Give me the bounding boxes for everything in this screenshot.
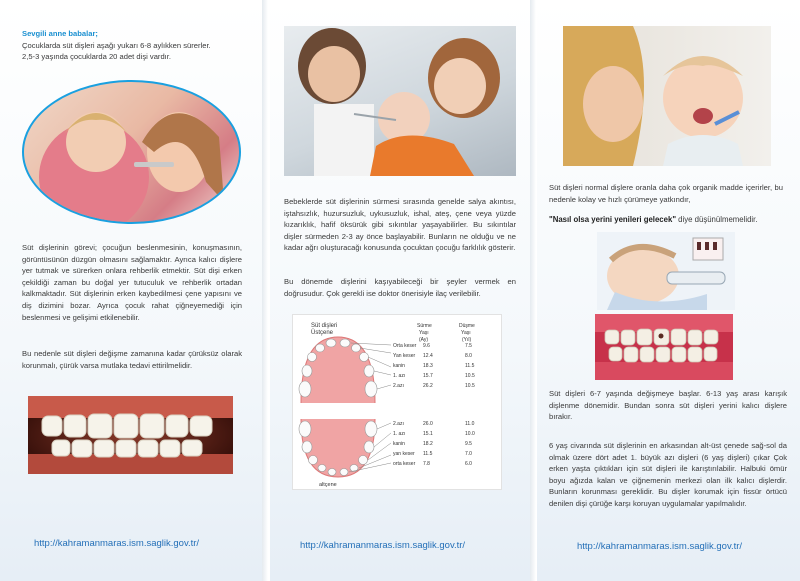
baby-brushing-teeth-photo [563,26,771,166]
upper-row-erupt-2: 18.3 [423,363,433,369]
teething-relief-paragraph: Bu dönemde dişlerini kaşıyabileceği bir şeyler vermek en doğrusudur. Çok gerekli ise doktor önerisiyle ilaç verilebilir. [284,277,516,298]
upper-row-erupt-0: 9.6 [423,343,430,349]
mixed-dentition-paragraph: Süt dişleri 6-7 yaşında değişmeye başlar. 6-13 yaş arası karışık dişlenme dönemidir. Bundan sonra süt dişleri yerini kalıcı dişlere bırakır. [549,389,787,422]
col-head-erupt-1: Sürme [417,323,432,329]
diagram-label-lower-jaw: altçene [319,482,337,488]
warning-quote [549,214,789,226]
milk-teeth-closeup-photo [28,396,233,474]
intro-text [22,28,237,63]
warning-quote-suffix: diye düşünülmemelidir. [676,215,758,224]
upper-row-shed-0: 7.5 [465,343,472,349]
diagram-label-upper-jaw: Üstçene [311,330,334,336]
baby-bottle-illustration [597,232,735,310]
lower-row-name-3: yan keser [393,451,415,457]
website-link-middle[interactable]: http://kahramanmaras.ism.saglik.gov.tr/ [300,540,466,551]
lower-row-erupt-0: 26.0 [423,421,433,427]
lower-row-erupt-3: 11.5 [423,451,433,457]
organic-matter-paragraph: Süt dişleri normal dişlere oranla daha çok organik madde içerirler, bu nedenle kolay ve hızlı çürümeye yatkındır, [549,183,783,204]
mother-feeding-child-photo [22,80,241,224]
website-link-right[interactable]: http://kahramanmaras.ism.saglik.gov.tr/ [577,541,743,552]
teething-symptoms-paragraph: Bebeklerde süt dişlerinin sürmesi sırasında genelde salya akıntısı, iştahsızlık, huzursuzluk, uykusuzluk, ishal, ateş, çene veya yüzde kızarıklık, hafif öksürük gibi sıkıntılar yaşayabilirler. Bu sıkıntılar dişler sürmeden 2-3 ay önce başlayabilir. Bunların ne olduğu ve ne kadar ağrı oluşturacağı konusunda çocuktan çocuğu farklılık gösterir. [284,197,516,253]
upper-row-name-4: 2.azı [393,383,404,389]
diagram-label-teeth: Süt dişleri [311,323,338,329]
intro-line-1: Çocuklarda süt dişleri aşağı yukarı 6-8 aylıkken sürerler. [22,40,211,50]
col-head-shed-2: Yaşı [461,330,471,336]
fold-divider-1 [262,0,268,581]
panel-middle [270,0,530,581]
intro-line-2: 2,5-3 yaşında çocuklarda 20 adet dişi vardır. [22,52,172,62]
col-head-erupt-2: Yaşı [419,330,429,336]
col-head-erupt-3: (Ay) [419,337,429,343]
lower-row-shed-4: 6.0 [465,461,472,467]
col-head-shed-1: Düşme [459,323,475,329]
lower-tooth-table [393,421,475,467]
upper-row-shed-4: 10.5 [465,383,475,389]
lower-row-shed-3: 7.0 [465,451,472,457]
lower-row-shed-1: 10.0 [465,431,475,437]
fold-divider-2 [530,0,536,581]
lower-row-shed-2: 9.5 [465,441,472,447]
upper-row-erupt-3: 15.7 [423,373,433,379]
protect-teeth-paragraph: Bu nedenle süt dişleri değişme zamanına kadar çürüksüz olarak korunmalı, çürük varsa mutlaka tedavi ettirilmelidir. [22,349,242,370]
upper-row-shed-3: 10.5 [465,373,475,379]
lower-row-name-1: 1. azı [393,431,406,437]
website-link-left[interactable]: http://kahramanmaras.ism.saglik.gov.tr/ [34,538,200,549]
six-year-molars-paragraph: 6 yaş civarında süt dişlerinin en arkasından alt-üst çenede sağ-sol da olmak üzere dört adet 1. büyük azı dişleri (6 yaş dişleri) çıkar Çok erken yaşta çıktıkları için süt dişleri ile karıştırılabilir. Halbuki ömür boyu ağızda kalan ve çiğnemenin merkezi olan ilk kalıcı dişlerdir. Bunların korunması gereklidir. Bu dişler korumak için fissür örtücü denilen dişi çürüğe karşı koruyan uygulamalar yapılmalıdır. [549,441,787,508]
upper-row-erupt-4: 26.2 [423,383,433,389]
panel-left [0,0,262,581]
greeting-heading: Sevgili anne babalar; [22,29,98,38]
dentist-examining-baby-photo [284,26,516,176]
teeth-function-paragraph: Süt dişlerinin görevi; çocuğun beslenmesinin, konuşmasının, görüntüsünün düzgün olmasını sağlamaktır. Ayrıca kalıcı dişlere yer tutmak ve sürerken onlara rehberlik etmektir. Süt dişi erken çekildiği zaman bu doğal yer tutuculuk ve rehberlik ortadan kalkmaktadır. Süt dişlerinin erken kaybedilmesi çene yapısını ve diş dizimini bozar. Ayrıca çocuk rahat çiğneyemediği için beslenmesi ve gelişimi etkilenebilir. [22,243,242,322]
upper-row-erupt-1: 12.4 [423,353,433,359]
col-head-shed-3: (Yıl) [462,337,472,343]
lower-row-name-0: 2.azı [393,421,404,427]
upper-row-name-0: Orta keser [393,343,417,349]
panel-right [537,0,800,581]
upper-row-name-2: kanin [393,363,405,369]
upper-row-shed-1: 8.0 [465,353,472,359]
lower-row-name-4: orta keser [393,461,416,467]
lower-row-erupt-2: 18.2 [423,441,433,447]
upper-row-shed-2: 11.5 [465,363,475,369]
mixed-dentition-photo [595,314,733,380]
tooth-eruption-diagram [292,314,502,490]
upper-row-name-1: Yan keser [393,353,416,359]
upper-row-name-3: 1. azı [393,373,406,379]
lower-row-name-2: kanin [393,441,405,447]
warning-quote-text: "Nasıl olsa yerini yenileri gelecek" [549,215,677,224]
lower-row-erupt-1: 15.1 [423,431,433,437]
lower-row-shed-0: 11.0 [465,421,475,427]
lower-row-erupt-4: 7.8 [423,461,430,467]
upper-tooth-table [393,343,475,389]
